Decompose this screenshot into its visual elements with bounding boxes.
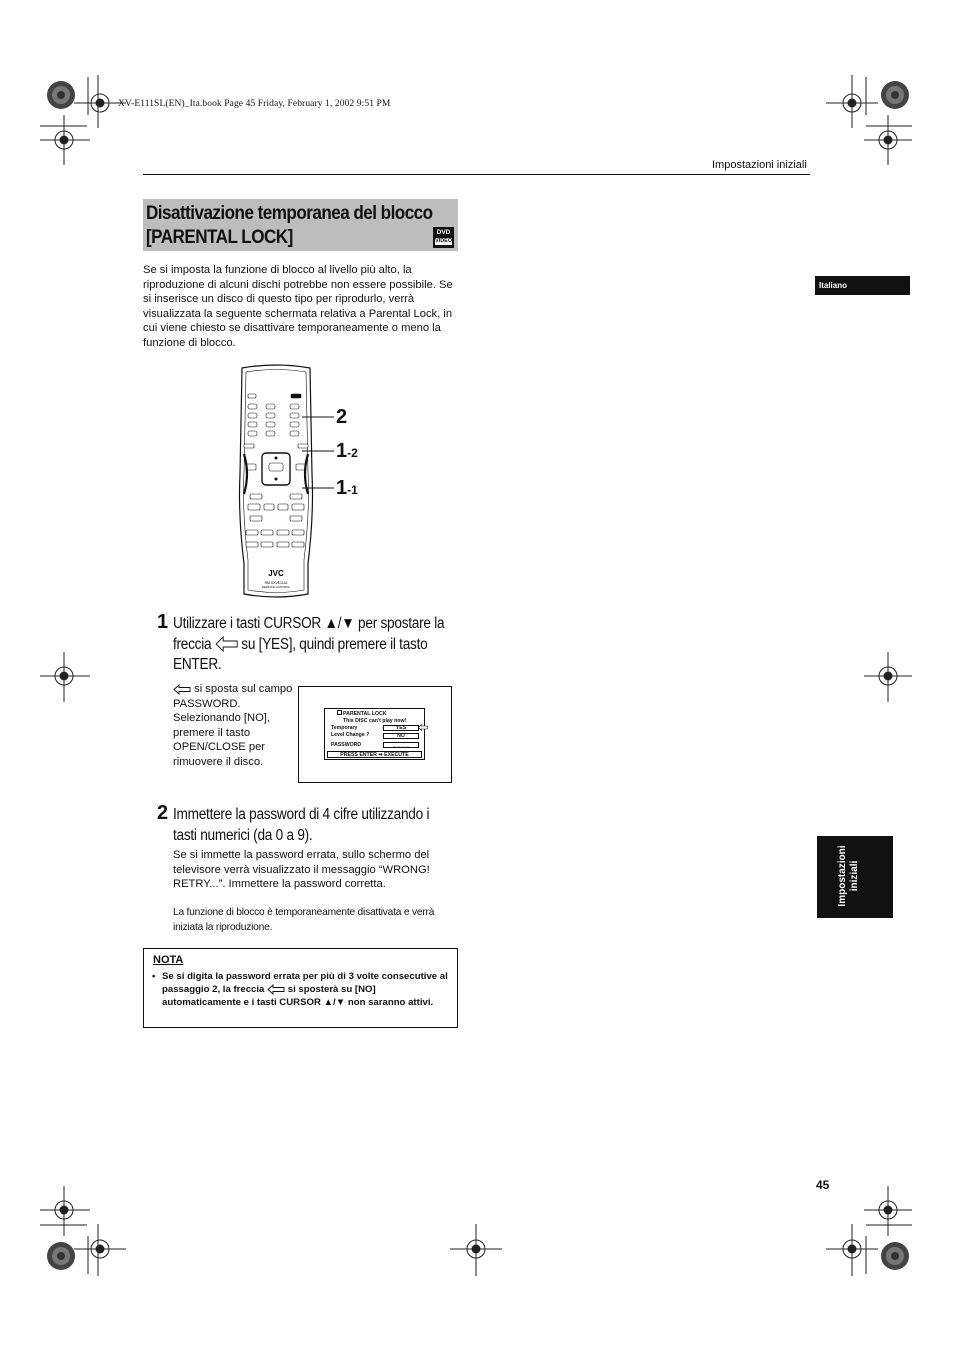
- callout-number: 2: [336, 406, 348, 428]
- step-1-line3: ENTER.: [173, 656, 222, 673]
- callout-leaders: [300, 410, 340, 495]
- intro-paragraph: Se si imposta la funzione di blocco al livello più alto, la riproduzione di alcuni dischi potrebbe non essere possibile. Se si inserisce un disco di questo tipo per riprodurlo, verrà visualizzata la seguente schermata relativa a Parental Lock, in cui viene chiesto se disattivare temporaneamente o meno la funzione di blocco.: [143, 264, 453, 349]
- step-1-line2-b: su [YES], quindi premere il tasto: [241, 635, 428, 653]
- note-box: [143, 948, 458, 1028]
- section-tab-label: Impostazioni iniziali: [837, 845, 860, 907]
- note-title: NOTA: [153, 954, 184, 966]
- osd-yes-option: YES: [383, 725, 419, 731]
- osd-title: PARENTAL LOCK: [343, 711, 387, 717]
- section-tab: [817, 836, 893, 918]
- side-note-first: si sposta sul: [194, 683, 256, 695]
- tv-screen-illustration: [298, 686, 452, 783]
- section-title: [146, 202, 433, 250]
- step-2-line1: Immettere la password di 4 cifre utilizzando i: [173, 806, 430, 823]
- section-title-box: [143, 199, 458, 251]
- osd-password-value: _ _ _ _: [383, 742, 419, 748]
- step-2-number: 2: [157, 802, 169, 824]
- step-2-text: [173, 805, 463, 846]
- arrow-left-icon: [267, 984, 285, 995]
- step-1-line1: Utilizzare i tasti CURSOR ▲/▼ per spostare la: [173, 615, 445, 632]
- step-1-line2-a: freccia: [173, 635, 212, 653]
- step-1-side-note: [173, 682, 298, 770]
- arrow-left-icon: [215, 636, 238, 652]
- callout-step-2: [336, 406, 347, 429]
- section-title-line2: [PARENTAL LOCK]: [146, 227, 293, 248]
- step-2-line2: tasti numerici (da 0 a 9).: [173, 826, 313, 844]
- section-title-line1: Disattivazione temporanea del blocco: [146, 203, 433, 224]
- callout-step-1-1: [336, 477, 358, 500]
- right-arrow-icon: ➡: [378, 752, 383, 758]
- dvd-video-icon: [433, 227, 454, 248]
- remote-model: RM-SXVE111A: [264, 581, 288, 585]
- bullet: •: [152, 971, 156, 982]
- step-2-body: Se si immette la password errata, sullo schermo del televisore verrà visualizzato il messaggio “WRONG! RETRY...”. Immettere la password corretta.: [173, 849, 430, 891]
- osd-row1-label: Temporary: [331, 725, 358, 731]
- side-note-rest: campo PASSWORD. Selezionando [NO], premere il tasto OPEN/CLOSE per rimuovere il disco.: [173, 683, 293, 768]
- osd-no-option: NO: [383, 733, 419, 739]
- osd-row2-label: Level Change ?: [331, 732, 370, 738]
- callout-step-1-2: [336, 440, 358, 463]
- callout-number: 1: [336, 477, 348, 499]
- parental-lock-osd: [324, 708, 425, 760]
- osd-arrow-icon: [418, 724, 428, 731]
- callout-suffix: -1: [347, 483, 358, 497]
- callout-suffix: -2: [347, 446, 358, 460]
- remote-subtitle: REMOTE CONTROL: [261, 585, 291, 589]
- step-1-line2: [173, 635, 463, 656]
- lock-icon: [337, 710, 342, 715]
- step-1-number: 1: [157, 611, 169, 633]
- page-number: 45: [816, 1178, 830, 1192]
- callout-number: 1: [336, 440, 348, 462]
- osd-message: This DISC can't play now!: [343, 718, 407, 724]
- step-1-text: [173, 614, 463, 676]
- step-2-body-small: La funzione di blocco è temporaneamente disattivata e verrà iniziata la riproduzione.: [173, 907, 435, 933]
- osd-footer-right: EXECUTE: [384, 752, 409, 758]
- osd-password-label: PASSWORD: [331, 742, 362, 748]
- remote-brand: JVC: [268, 569, 284, 578]
- header-rule: [143, 174, 810, 175]
- language-tab: Italiano: [815, 276, 910, 295]
- osd-footer: [327, 751, 422, 758]
- note-text-part2: si sposterà su [NO] automaticamente e i tasti CURSOR ▲/▼ non saranno attivi.: [162, 983, 434, 1008]
- note-text: [152, 971, 454, 1010]
- print-info: XV-E111SL(EN)_Ita.book Page 45 Friday, February 1, 2002 9:51 PM: [118, 99, 391, 109]
- note-text-part1: Se si digita la password errata per più di 3 volte consecutive al passaggio 2, la freccia: [162, 971, 448, 995]
- dvd-badge-top: DVD: [436, 229, 451, 236]
- running-head: Impostazioni iniziali: [712, 159, 807, 171]
- arrow-left-icon: [173, 684, 191, 695]
- dvd-badge-bottom: VIDEO: [435, 238, 453, 244]
- osd-footer-left: PRESS ENTER: [340, 752, 377, 758]
